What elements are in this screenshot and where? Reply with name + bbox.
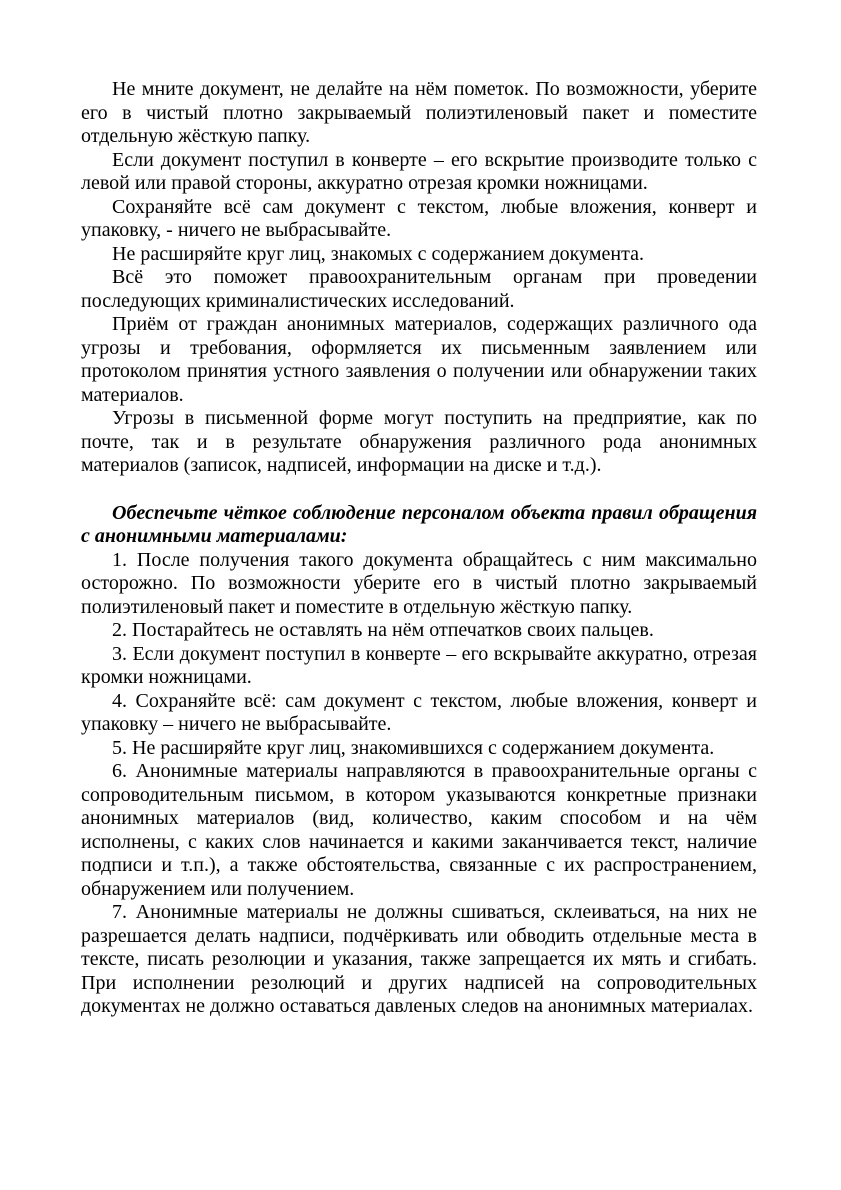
numbered-item: 7. Анонимные материалы не должны сшиваться, склеиваться, на них не разрешается делать надписи, подчёркивать или обводить отдельные места в тексте, писать резолюции и указания, также запрещается их мять и сгибать. При исполнении резолюций и других надписей на сопроводительных документах не должно оставаться давленых следов на анонимных материалах. xyxy=(81,901,757,1017)
numbered-item: 1. После получения такого документа обращайтесь с ним максимально осторожно. По возможности уберите его в чистый плотно закрываемый полиэтиленовый пакет и поместите в отдельную жёсткую папку. xyxy=(81,548,757,618)
intro-paragraph: Если документ поступил в конверте – его вскрытие производите только с левой или правой стороны, аккуратно отрезая кромки ножницами. xyxy=(81,148,757,194)
intro-paragraph: Сохраняйте всё сам документ с текстом, любые вложения, конверт и упаковку, - ничего не выбрасывайте. xyxy=(81,195,757,241)
intro-paragraph: Приём от граждан анонимных материалов, содержащих различного ода угрозы и требования, оформляется их письменным заявлением или протоколом принятия устного заявления о получении или обнаружении таких материалов. xyxy=(81,313,757,406)
intro-paragraph: Не мните документ, не делайте на нём пометок. По возможности, уберите его в чистый плотно закрываемый полиэтиленовый пакет и поместите отдельную жёсткую папку. xyxy=(81,78,757,147)
numbered-item: 6. Анонимные материалы направляются в правоохранительные органы с сопроводительным письмом, в котором указываются конкретные признаки анонимных материалов (вид, количество, каким способом и на чём исполнены, с каких слов начинается и какими заканчивается текст, наличие подписи и т.п.), а также обстоятельства, связанные с их распространением, обнаружением или получением. xyxy=(81,760,757,900)
numbered-item: 4. Сохраняйте всё: сам документ с текстом, любые вложения, конверт и упаковку – ничего не выбрасывайте. xyxy=(81,689,757,735)
numbered-item: 5. Не расширяйте круг лиц, знакомившихся с содержанием документа. xyxy=(112,736,715,759)
intro-paragraph: Всё это поможет правоохранительным органам при проведении последующих криминалистических исследований. xyxy=(81,266,757,312)
numbered-item: 2. Постарайтесь не оставлять на нём отпечатков своих пальцев. xyxy=(112,619,654,641)
intro-paragraph: Угрозы в письменной форме могут поступить на предприятие, как по почте, так и в результате обнаружения различного рода анонимных материалов (записок, надписей, информации на диске и т.д.). xyxy=(81,407,757,476)
intro-paragraph: Не расширяйте круг лиц, знакомых с содержанием документа. xyxy=(112,242,644,265)
numbered-item: 3. Если документ поступил в конверте – его вскрывайте аккуратно, отрезая кромки ножницами. xyxy=(81,642,757,688)
section-heading: Обеспечьте чёткое соблюдение персоналом объекта правил обращения с анонимными материалами: xyxy=(81,501,757,547)
document-content xyxy=(81,78,757,1019)
